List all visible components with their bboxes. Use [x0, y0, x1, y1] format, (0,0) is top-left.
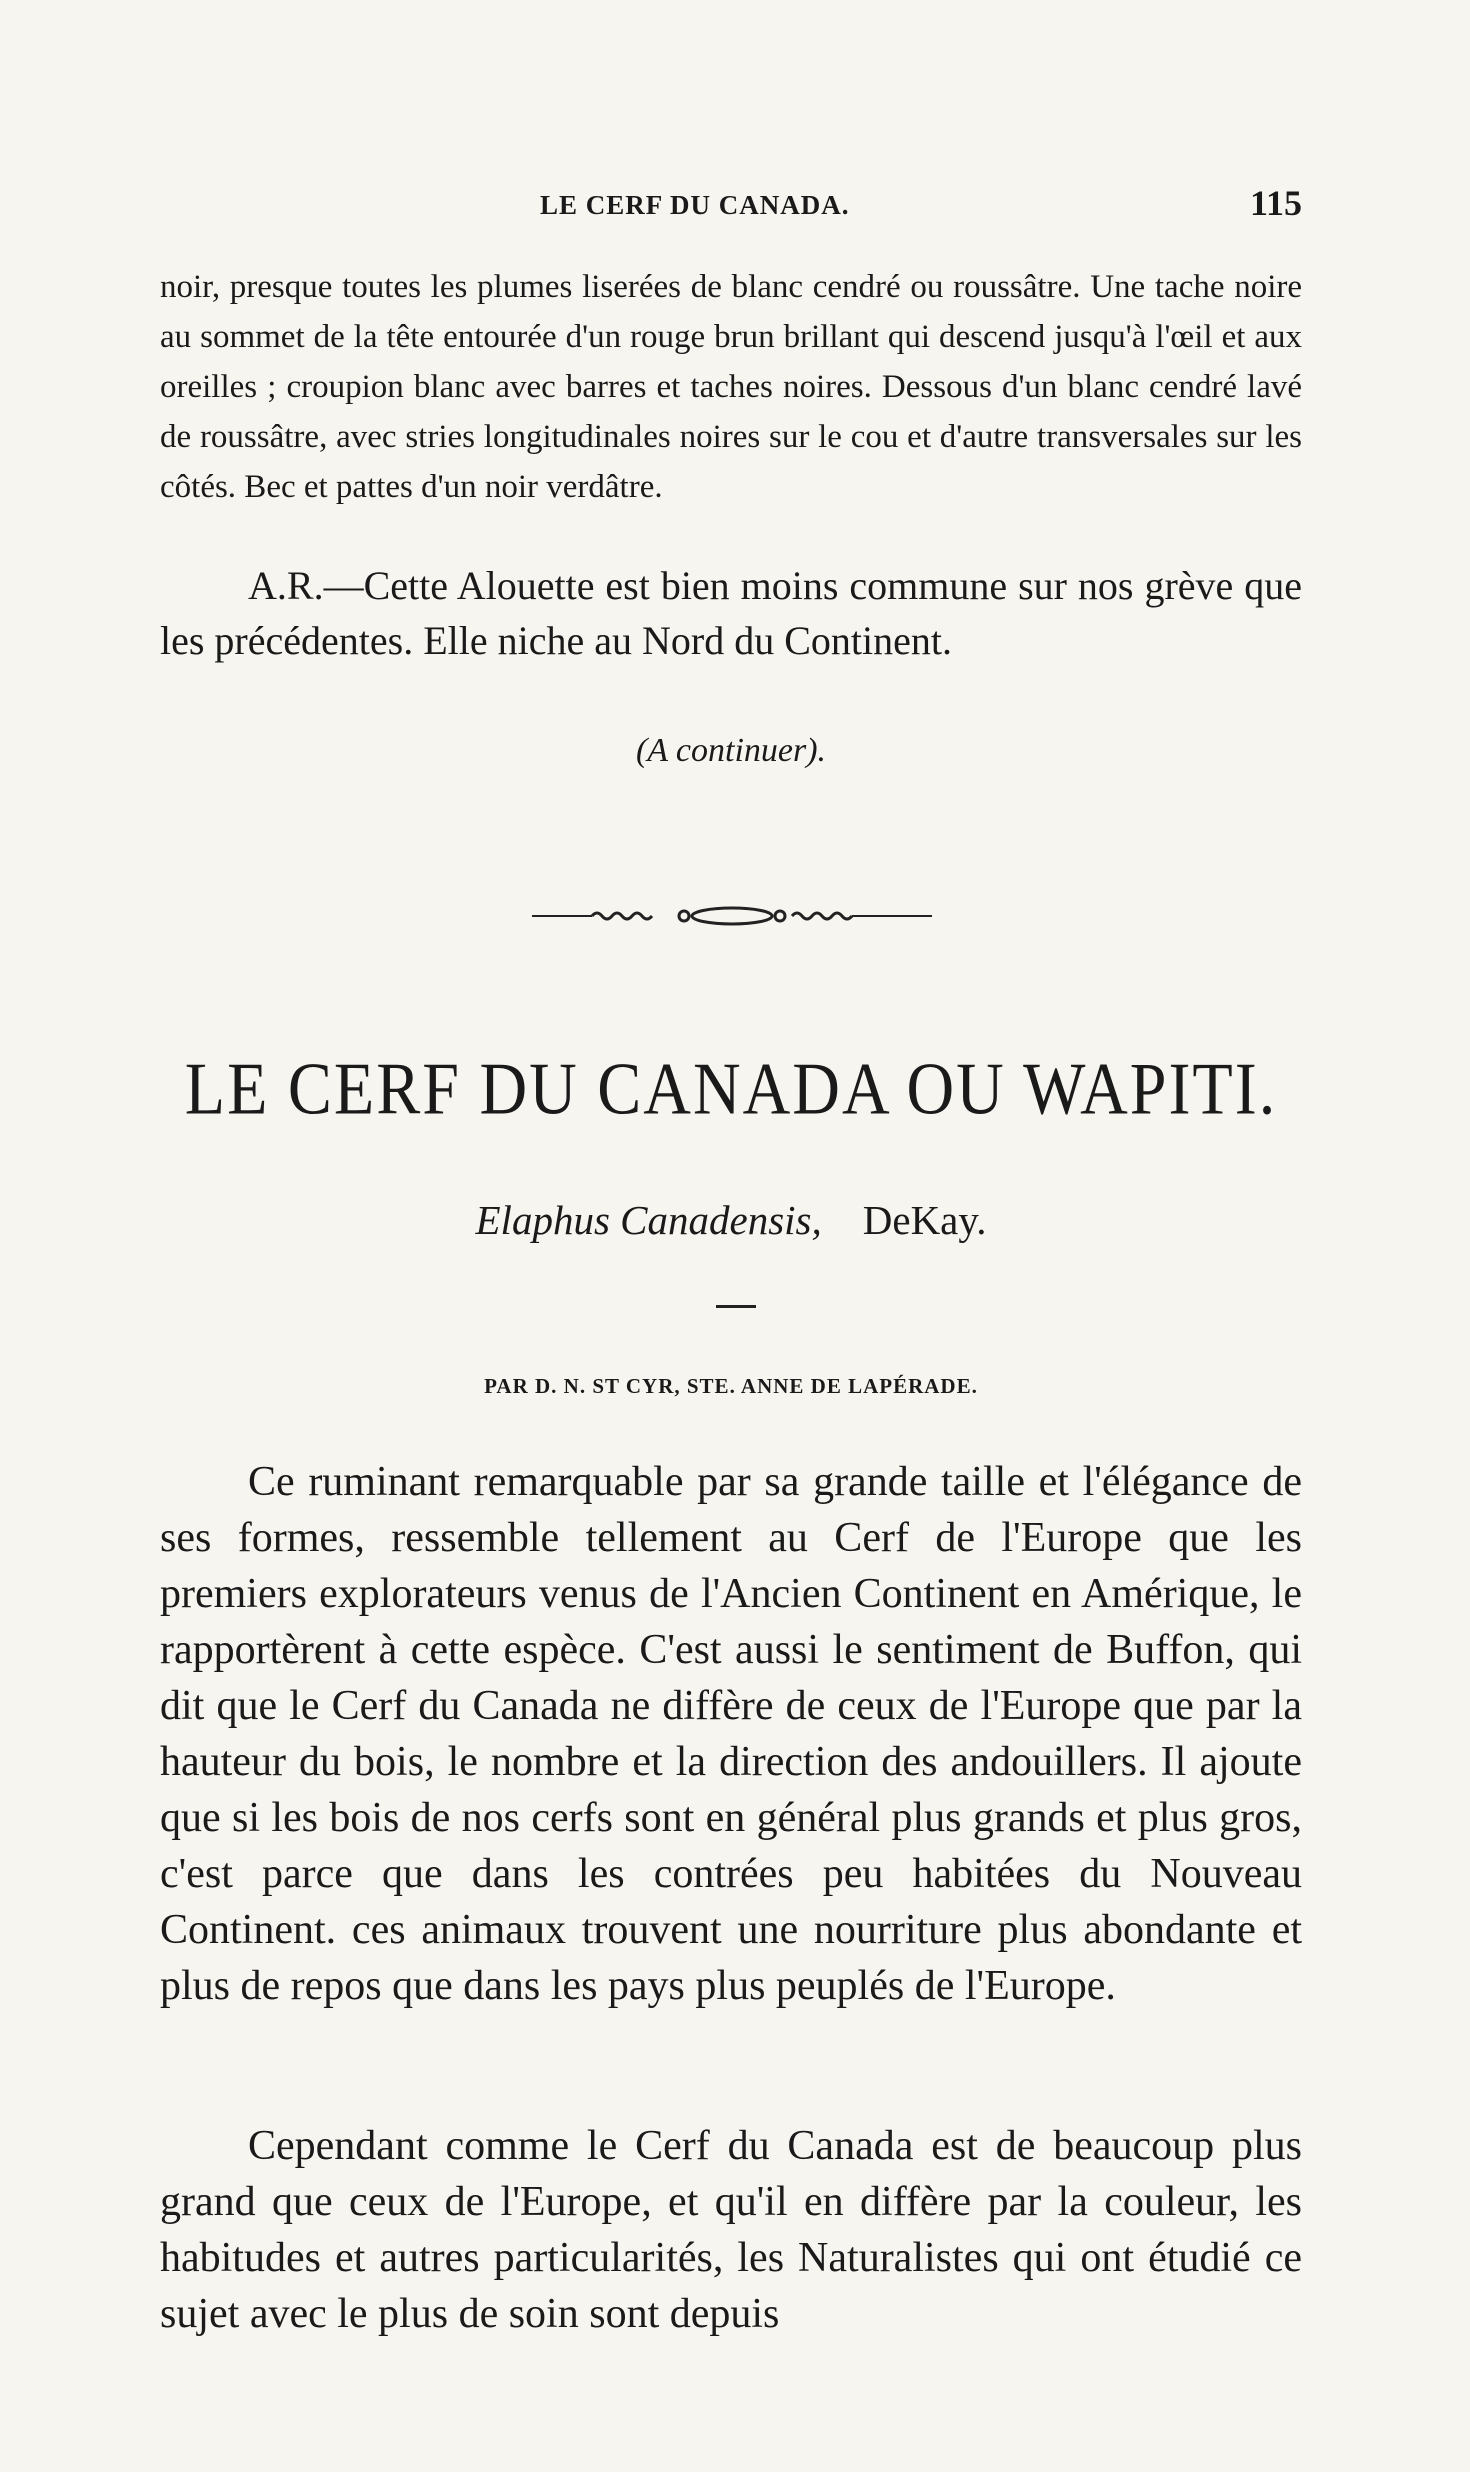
page-number: 115: [1249, 183, 1302, 223]
running-head: [160, 182, 1302, 222]
article-title: LE CERF DU CANADA OU WAPITI.: [184, 1048, 1278, 1131]
byline: PAR D. N. ST CYR, STE. ANNE DE LAPÉRADE.: [484, 1374, 978, 1398]
ornamental-divider: [532, 900, 932, 930]
continuation-text: (A continuer).: [635, 732, 827, 769]
body-paragraph-1: Ce ruminant remarquable par sa grande taille et l'élégance de ses formes, ressemble tellement au Cerf de l'Europe que les premiers explorateurs venus de l'Ancien Continent en Amérique, le rapportèrent à cette espèce. C'est aussi le sentiment de Buffon, qui dit que le Cerf du Canada ne diffère de ceux de l'Europe que par la hauteur du bois, le nombre et la direction des andouillers. Il ajoute que si les bois de nos cerfs sont en général plus grands et plus gros, c'est parce que dans les contrées peu habitées du Nouveau Continent. ces animaux trouvent une nourriture plus abondante et plus de repos que dans les pays plus peuplés de l'Europe.: [160, 1459, 1302, 2009]
book-page: [160, 0, 1302, 2472]
running-title: LE CERF DU CANADA.: [540, 190, 850, 220]
separator-dash: [716, 1305, 756, 1308]
taxonomic-authority: DeKay.: [862, 1197, 987, 1243]
continuation-note: [160, 732, 1302, 770]
scientific-name: Elaphus Canadensis,: [475, 1197, 822, 1243]
body-paragraph-2: Cependant comme le Cerf du Canada est de beaucoup plus grand que ceux de l'Europe, et qu'il en diffère par la couleur, les habitudes et autres particularités, les Naturalistes qui ont étudié ce sujet avec le plus de soin sont depuis: [160, 2123, 1302, 2337]
description-paragraph: noir, presque toutes les plumes liserées de blanc cendré ou roussâtre. Une tache noire au sommet de la tête entourée d'un rouge brun brillant qui descend jusqu'à l'œil et aux oreilles ; croupion blanc avec barres et taches noires. Dessous d'un blanc cendré lavé de roussâtre, avec stries longitudinales noires sur le cou et d'autre transversales sur les côtés. Bec et pattes d'un noir verdâtre.: [160, 269, 1302, 505]
note-paragraph: A.R.—Cette Alouette est bien moins commune sur nos grève que les précédentes. Elle niche au Nord du Continent.: [160, 563, 1302, 663]
scientific-name-line: [160, 1196, 1302, 1244]
